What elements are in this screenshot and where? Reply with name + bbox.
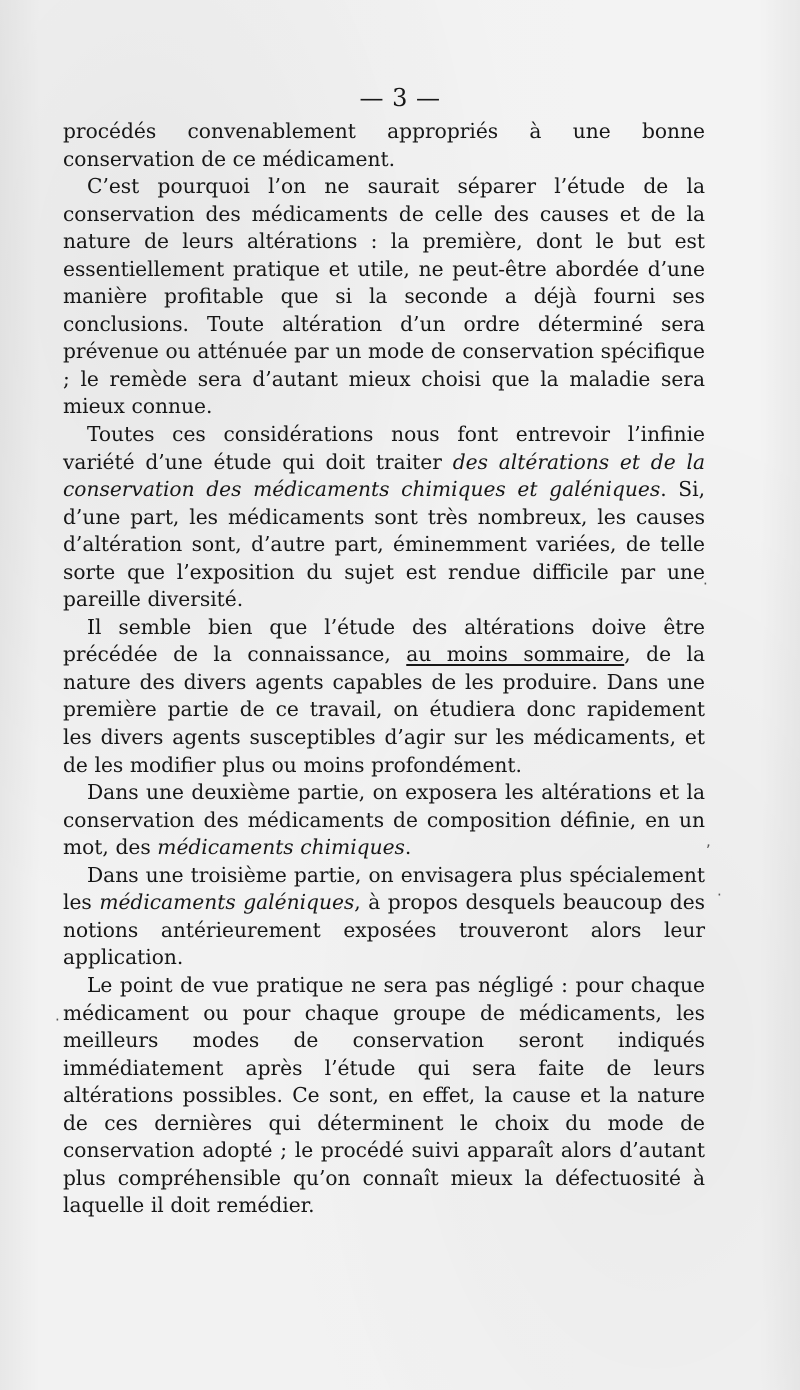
paragraph-5-start: Dans une deuxième partie, on exposera les altérations et la conservation des médicaments de composition définie, en un mot, des	[63, 780, 705, 860]
paragraph-3	[63, 421, 705, 614]
paragraph-4-end: , de la nature des divers agents capables de les produire. Dans une première partie de ce travail, on étudiera donc rapidement les divers agents susceptibles d’agir sur les médicaments, et de les modifier plus ou moins profondément.	[63, 642, 705, 777]
paragraph-6-end: , à propos desquels beaucoup des notions antérieurement exposées trouveront alors leur application.	[63, 890, 706, 970]
scan-speck: ,	[706, 832, 711, 850]
paragraph-2	[63, 173, 705, 421]
paragraph-1-text: procédés convenablement appropriés à une bonne conservation de ce médicament.	[63, 119, 705, 171]
paragraph-3-italic-title: des altérations et de la conservation des médicaments chimiques et galéniques	[63, 449, 705, 502]
scan-speck: ·	[55, 1011, 60, 1029]
paragraph-4-start: Il semble bien que l’étude des altérations doive être précédée de la connaissance,	[63, 614, 705, 667]
paragraph-6-start: Dans une troisième partie, on envisagera plus spécialement les	[63, 862, 705, 915]
scan-speck: ·	[703, 575, 708, 593]
paragraph-5-italic-phrase: médicaments chimiques	[157, 835, 405, 860]
paragraph-4	[63, 614, 705, 779]
paragraph-3-end: . Si, d’une part, les médicaments sont très nombreux, les causes d’altération sont, d’autre part, éminemment variées, de telle sorte que l’exposition du sujet est rendue difficile par une pareille diversité.	[63, 477, 705, 612]
paragraph-7-text: Le point de vue pratique ne sera pas négligé : pour chaque médicament ou pour chaque groupe de médicaments, les meilleurs modes de conservation seront indiqués immédiatement après l’étude qui sera faite de leurs altérations possibles. Ce sont, en effet, la cause et la nature de ces dernières qui déterminent le choix du mode de conservation adopté ; le procédé suivi apparaît alors d’autant plus compréhensible qu’on connaît mieux la défectuosité à laquelle il doit remédier.	[63, 972, 705, 1218]
page-number: — 3 —	[359, 84, 441, 112]
paragraph-5-end: .	[404, 835, 412, 860]
paragraph-4-underlined-phrase: au moins sommaire	[406, 642, 625, 667]
paragraph-5	[63, 779, 705, 862]
paragraph-6-italic-phrase: médicaments galéniques	[99, 890, 355, 915]
paragraph-6	[63, 862, 705, 972]
paragraph-2-text: C’est pourquoi l’on ne saurait séparer l’étude de la conservation des médicaments de celle des causes et de la nature de leurs altérations : la première, dont le but est essentiellement pratique et utile, ne peut-être abordée d’une manière profitable que si la seconde a déjà fourni ses conclusions. Toute altération d’un ordre déterminé sera prévenue ou atténuée par un mode de conservation spécifique ; le remède sera d’autant mieux choisi que la maladie sera mieux connue.	[63, 174, 705, 419]
paragraph-7	[63, 972, 705, 1220]
scan-speck: ·	[717, 886, 722, 904]
body-text	[63, 118, 705, 1220]
paragraph-1	[63, 118, 705, 173]
paragraph-3-start: Toutes ces considérations nous font entrevoir l’infinie variété d’une étude qui doit traiter	[63, 422, 705, 474]
